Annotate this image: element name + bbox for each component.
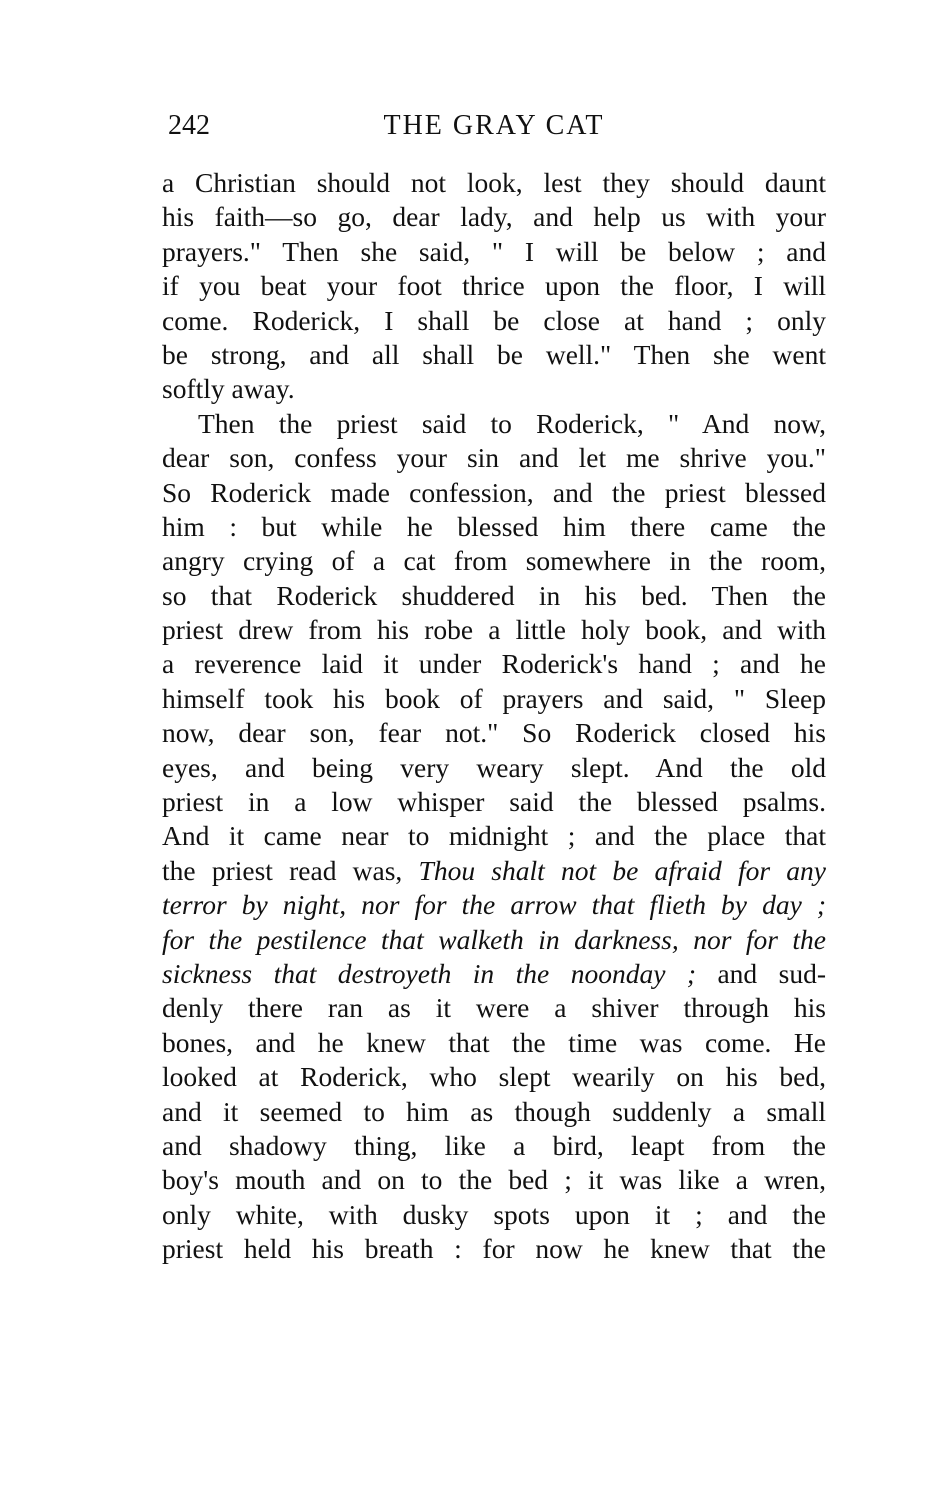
text-line: if you beat your foot thrice upon the floor, I will: [162, 270, 826, 302]
text-line: And it came near to midnight ; and the place that: [162, 820, 826, 852]
italic-quotation: Thou shalt not be afraid for any: [418, 854, 826, 886]
text-line: and it seemed to him as though suddenly a small: [162, 1095, 826, 1127]
body-text: [162, 166, 826, 1267]
text-line: denly there ran as it were a shiver through his: [162, 992, 826, 1024]
text-line: sickness that destroyeth in the noonday ; and sud-: [162, 957, 826, 989]
text-line: [162, 888, 826, 922]
text-line: the priest read was, Thou shalt not be afraid for any: [162, 854, 826, 886]
text-line: angry crying of a cat from somewhere in the room,: [162, 545, 826, 577]
text-line: softly away.: [162, 373, 295, 405]
italic-quotation: for the pestilence that walketh in darkness, nor for the: [162, 923, 826, 955]
text-line: priest drew from his robe a little holy book, and with: [162, 614, 826, 646]
running-title: THE GRAY CAT: [383, 110, 605, 141]
text-line: looked at Roderick, who slept wearily on his bed,: [162, 1061, 826, 1093]
running-head: [162, 106, 826, 146]
italic-quotation: terror by night, nor for the arrow that flieth by day ;: [162, 889, 826, 921]
text-line: himself took his book of prayers and said, " Sleep: [162, 682, 826, 714]
text-line: only white, with dusky spots upon it ; and the: [162, 1198, 826, 1230]
text-line: boy's mouth and on to the bed ; it was like a wren,: [162, 1164, 826, 1196]
text-line: eyes, and being very weary slept. And the old: [162, 751, 826, 783]
text-line: dear son, confess your sin and let me shrive you.": [162, 442, 826, 474]
text-line: prayers." Then she said, " I will be below ; and: [162, 235, 826, 267]
text-line: so that Roderick shuddered in his bed. Then the: [162, 579, 826, 611]
text-line: priest held his breath : for now he knew that the: [162, 1233, 826, 1265]
page-number: 242: [168, 110, 210, 141]
text-line: come. Roderick, I shall be close at hand ; only: [162, 304, 826, 336]
text-line: and shadowy thing, like a bird, leapt from the: [162, 1129, 826, 1161]
text-line: his faith—so go, dear lady, and help us with your: [162, 201, 826, 233]
text-line: [162, 923, 826, 957]
text-line: a reverence laid it under Roderick's hand ; and he: [162, 648, 826, 680]
italic-quotation: sickness that destroyeth in the noonday ;: [162, 957, 697, 989]
text-line: a Christian should not look, lest they should daunt: [162, 167, 826, 198]
text-line: Then the priest said to Roderick, " And now,: [198, 407, 826, 439]
text-line: now, dear son, fear not." So Roderick closed his: [162, 717, 826, 749]
text-line: bones, and he knew that the time was come. He: [162, 1026, 826, 1058]
text-line: him : but while he blessed him there came the: [162, 510, 826, 542]
text-line: be strong, and all shall be well." Then she went: [162, 338, 826, 370]
text-line: priest in a low whisper said the blessed psalms.: [162, 786, 826, 818]
text-line: So Roderick made confession, and the priest blessed: [162, 476, 826, 508]
